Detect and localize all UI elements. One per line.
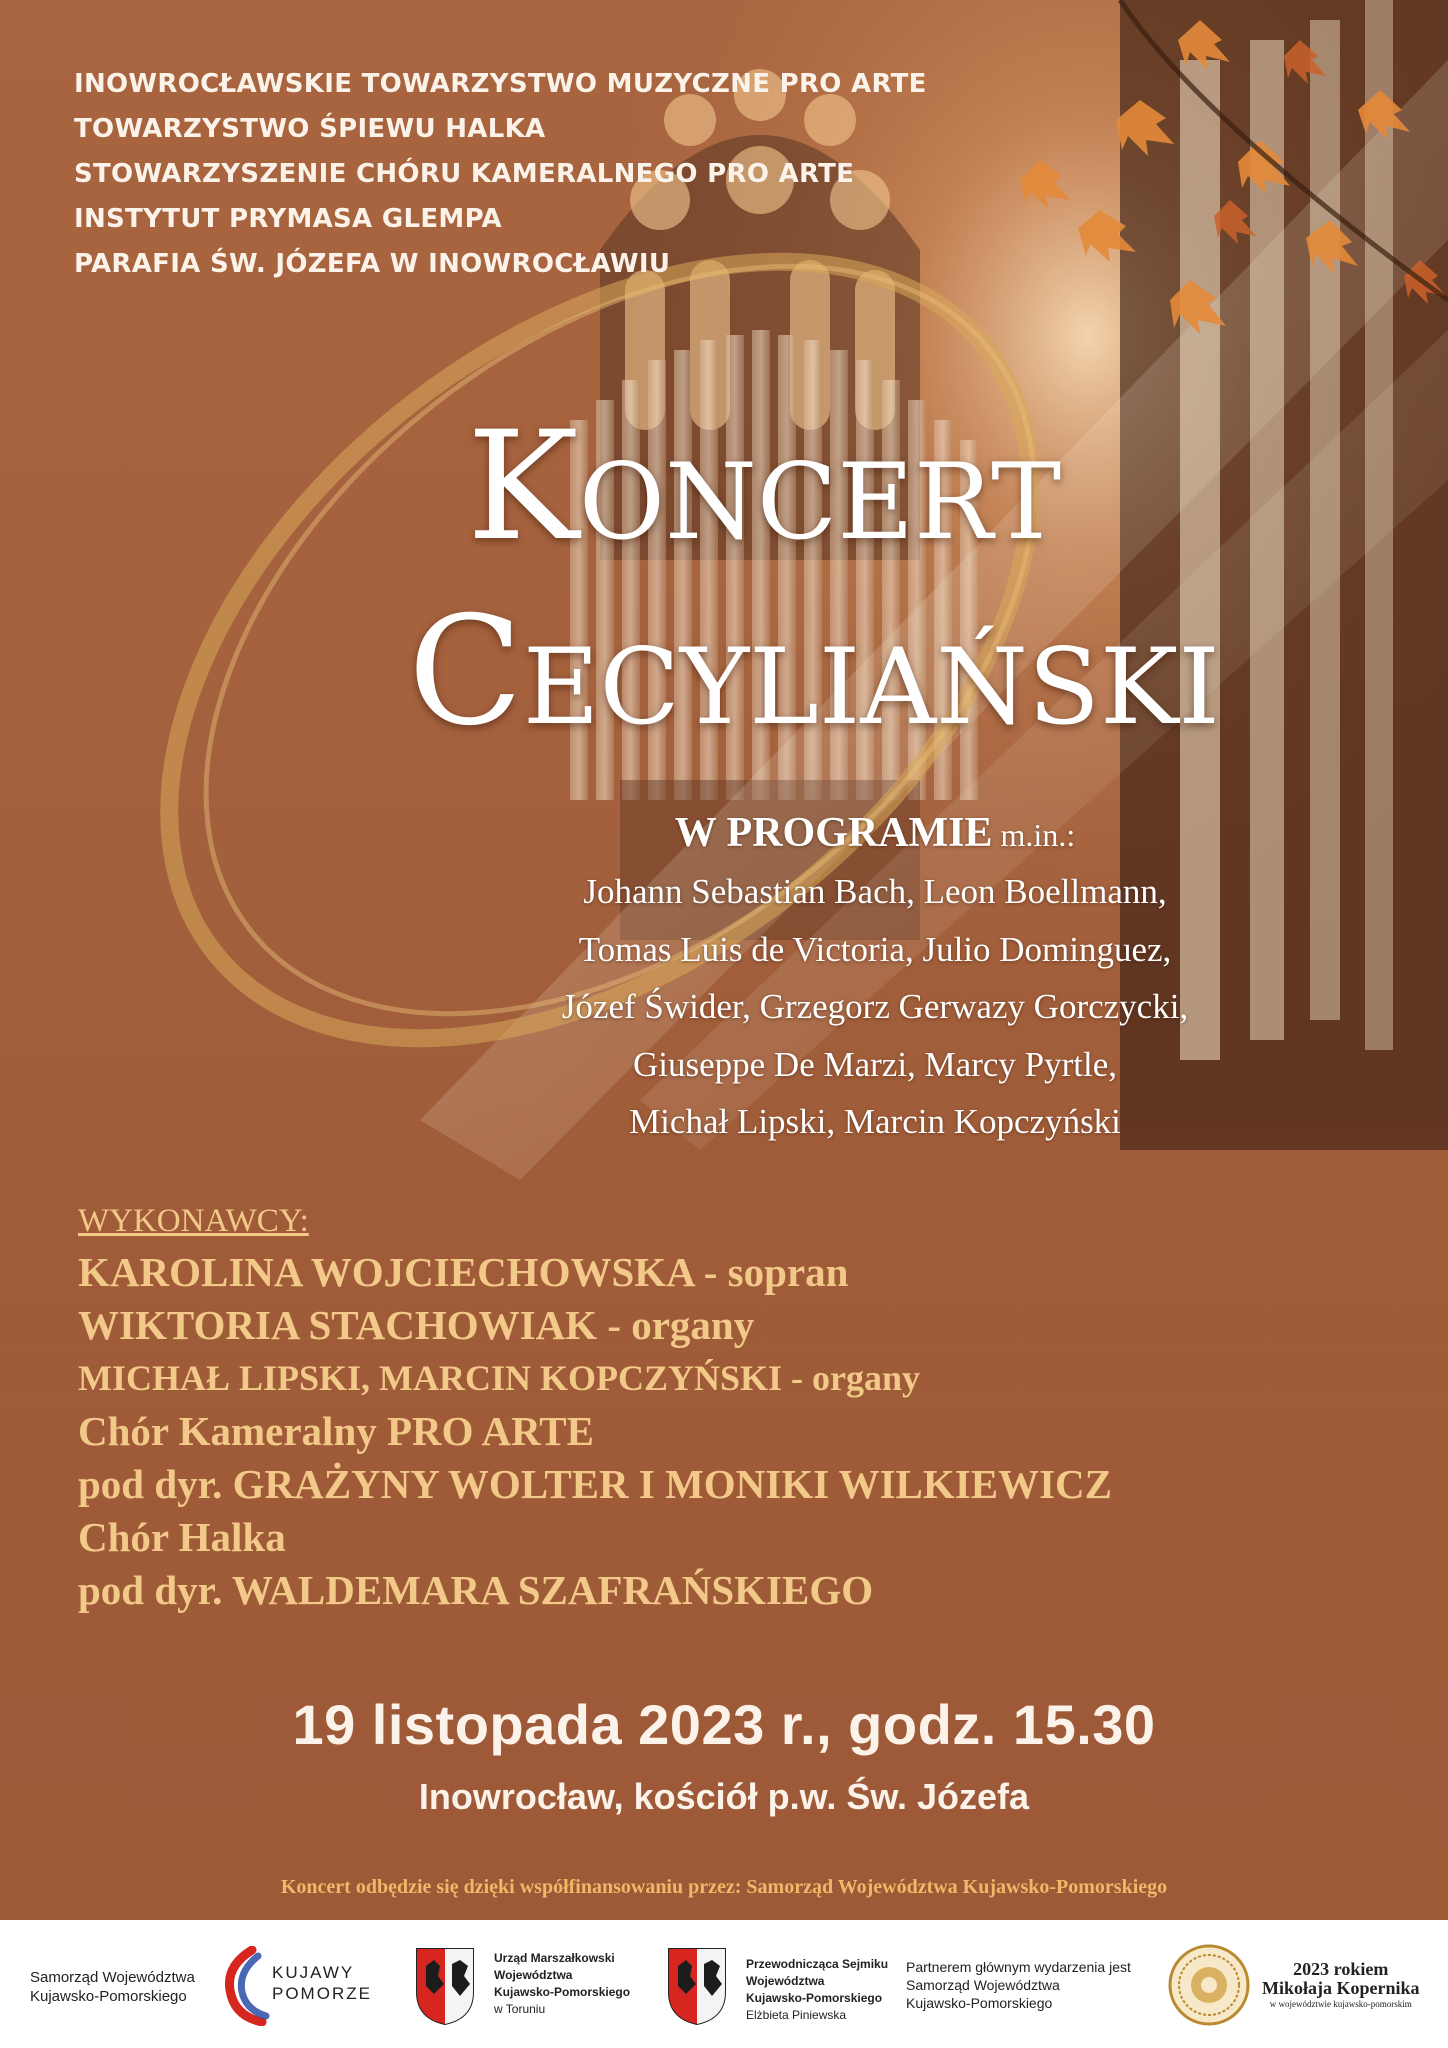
kopernik-line-3: w województwie kujawsko-pomorskim	[1269, 1999, 1412, 2009]
composer-line-2: Tomas Luis de Victoria, Julio Dominguez,	[578, 929, 1172, 969]
title-line-2: Cecyliański	[408, 585, 1220, 759]
sponsor-samorzad-line-1: Samorząd Województwa	[30, 1969, 195, 1986]
organizer-5: PARAFIA ŚW. JÓZEFA W INOWROCŁAWIU	[74, 249, 671, 279]
performer-line-6: Chór Halka	[78, 1514, 286, 1560]
performer-line-7: pod dyr. WALDEMARA SZAFRAŃSKIEGO	[78, 1567, 874, 1613]
sponsor-przewodniczaca-line-2: Województwa	[746, 1974, 825, 1988]
sponsor-partner-line-2: Samorząd Województwa	[906, 1977, 1060, 1993]
organizer-2: TOWARZYSTWO ŚPIEWU HALKA	[74, 114, 546, 144]
crest-icon	[414, 1946, 476, 2026]
sponsor-urzad-line-3: Kujawsko-Pomorskiego	[494, 1985, 631, 1999]
performers-section	[78, 1196, 1112, 1617]
organizers-list	[74, 62, 927, 287]
composer-line-4: Giuseppe De Marzi, Marcy Pyrtle,	[632, 1044, 1118, 1084]
sponsor-partner-line-3: Kujawsko-Pomorskiego	[906, 1995, 1053, 2011]
organizer-1: INOWROCŁAWSKIE TOWARZYSTWO MUZYCZNE PRO ARTE	[74, 69, 927, 99]
performer-line-1: KAROLINA WOJCIECHOWSKA - sopran	[78, 1249, 849, 1295]
event-place: Inowrocław, kościół p.w. Św. Józefa	[418, 1776, 1030, 1817]
programme-heading	[440, 805, 1310, 863]
performer-line-3: MICHAŁ LIPSKI, MARCIN KOPCZYŃSKI - organy	[78, 1358, 921, 1398]
programme-heading-suffix: m.in.:	[992, 817, 1076, 853]
programme-section	[440, 805, 1310, 1151]
composer-line-3: Józef Świder, Grzegorz Gerwazy Gorczycki,	[561, 987, 1189, 1026]
sponsor-urzad-line-2: Województwa	[494, 1968, 573, 1982]
kopernik-medal-icon	[1168, 1944, 1250, 2026]
sponsor-przewodniczaca-line-1: Przewodnicząca Sejmiku	[746, 1957, 889, 1971]
kujawy-pomorze-logo-icon	[222, 1946, 272, 2026]
kopernik-line-1: 2023 rokiem	[1293, 1959, 1389, 1979]
sponsor-przewodniczaca-line-3: Kujawsko-Pomorskiego	[746, 1991, 883, 2005]
sponsor-partner-line-1: Partnerem głównym wydarzenia jest	[906, 1959, 1131, 1975]
kujawy-pomorze-wordmark	[272, 1962, 372, 2004]
programme-heading-text: W PROGRAMIE	[674, 810, 993, 856]
sponsor-przewodniczaca	[746, 1956, 888, 2024]
organizer-3: STOWARZYSZENIE CHÓRU KAMERALNEGO PRO ARTE	[74, 159, 855, 189]
composer-line-5: Michał Lipski, Marcin Kopczyński	[629, 1102, 1121, 1141]
pomorze-text: POMORZE	[272, 1984, 372, 2003]
composer-line-1: Johann Sebastian Bach, Leon Boellmann,	[583, 872, 1167, 911]
kopernik-line-2: Mikołaja Kopernika	[1262, 1978, 1420, 1998]
performer-line-5: pod dyr. GRAŻYNY WOLTER I MONIKI WILKIEWICZ	[78, 1461, 1113, 1507]
title-line-1: Koncert	[466, 400, 1062, 574]
funding-note: Koncert odbędzie się dzięki współfinansowaniu przez: Samorząd Województwa Kujawsko-Pomorskiego	[280, 1876, 1168, 1898]
performer-line-4: Chór Kameralny PRO ARTE	[78, 1408, 595, 1454]
event-date: 19 listopada 2023 r., godz. 15.30	[292, 1693, 1156, 1756]
sponsor-przewodniczaca-line-4: Elżbieta Piniewska	[746, 2008, 847, 2022]
sponsor-samorzad-line-2: Kujawsko-Pomorskiego	[30, 1988, 187, 2005]
sponsor-footer	[0, 1920, 1448, 2048]
organizer-4: INSTYTUT PRYMASA GLEMPA	[74, 204, 502, 234]
performers-heading: WYKONAWCY:	[78, 1203, 309, 1239]
kujawy-text: KUJAWY	[272, 1963, 355, 1982]
sponsor-urzad-line-4: w Toruniu	[494, 2002, 546, 2016]
sponsor-partner	[906, 1958, 1131, 2012]
sponsor-samorzad	[30, 1968, 195, 2006]
sponsor-kopernik	[1262, 1960, 1420, 2010]
crest-icon	[666, 1946, 728, 2026]
sponsor-urzad-line-1: Urząd Marszałkowski	[494, 1951, 615, 1965]
performer-line-2: WIKTORIA STACHOWIAK - organy	[78, 1302, 755, 1348]
sponsor-urzad	[494, 1950, 630, 2018]
